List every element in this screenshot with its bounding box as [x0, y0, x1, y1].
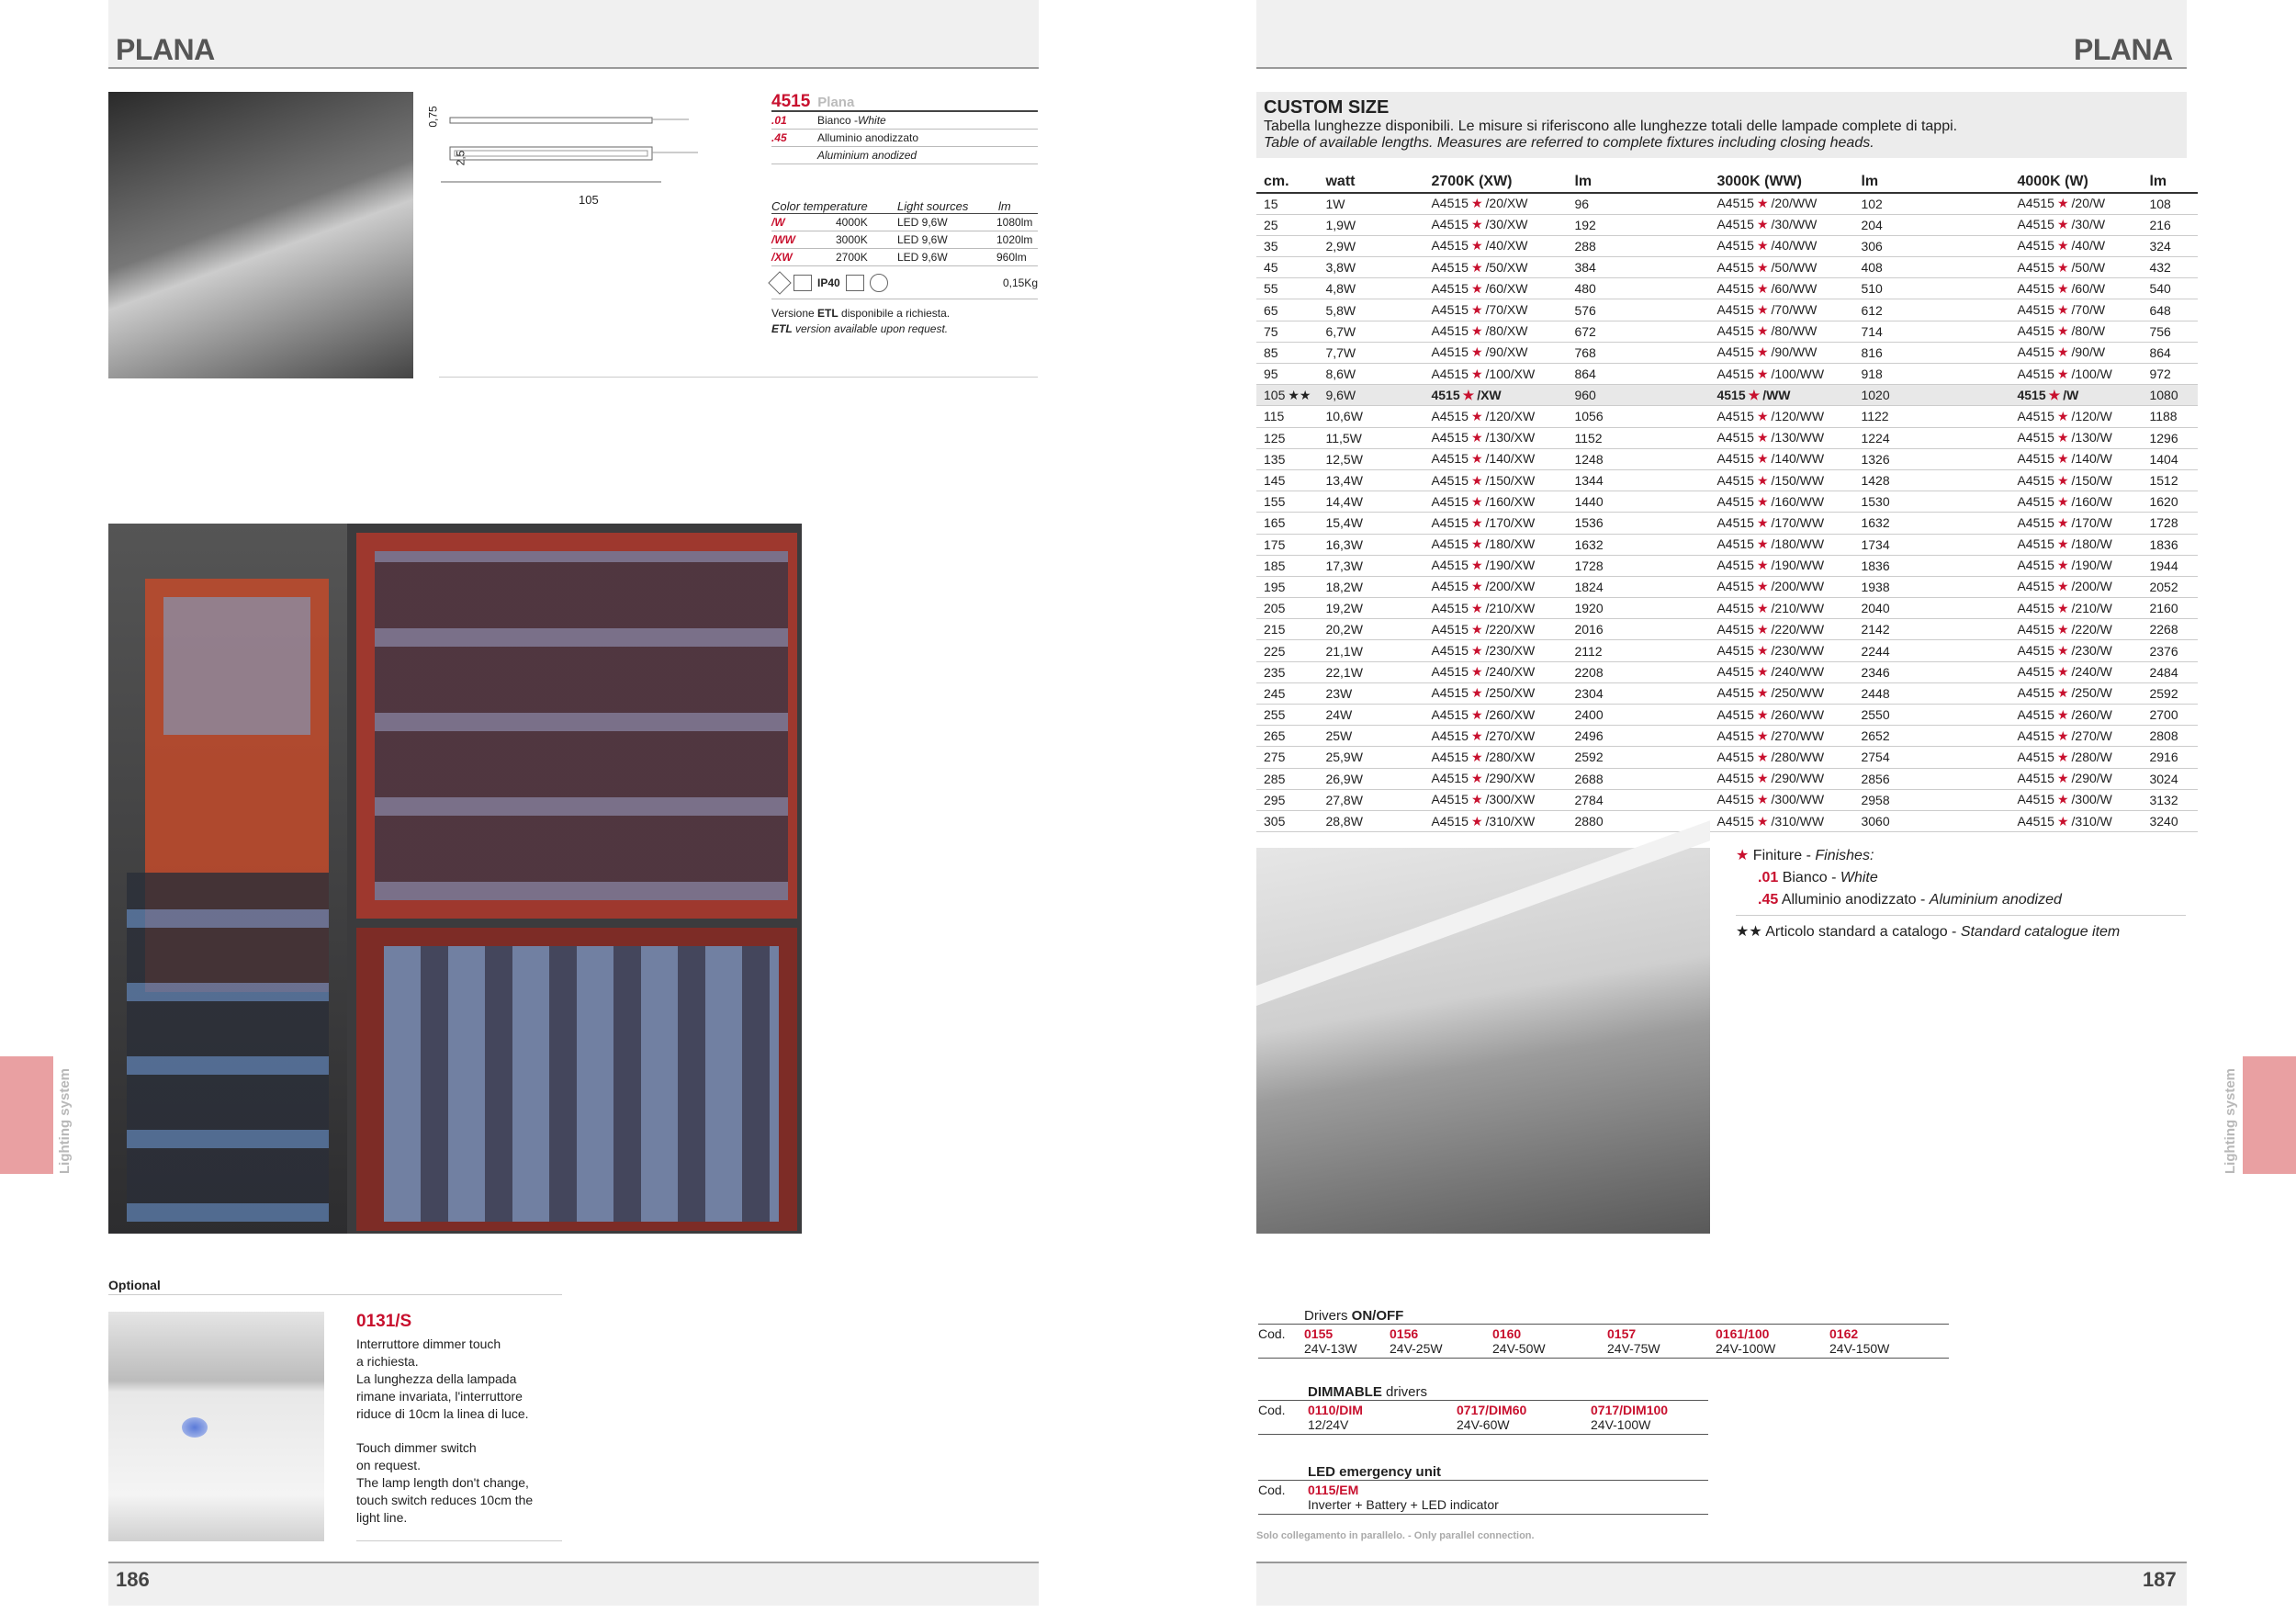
article-code: A4515 ★ /80/W: [2009, 321, 2142, 342]
article-code: A4515 ★ /240/W: [2009, 661, 2142, 682]
article-code: A4515 ★ /190/W: [2009, 555, 2142, 576]
left-brand-title: PLANA: [116, 33, 215, 66]
table-row: 35 2,9W A4515 ★ /40/XW 288 A4515 ★ /40/WW 306 A4515 ★ /40/W 324: [1256, 235, 2198, 256]
etl-note-en: ETL version available upon request.: [771, 322, 949, 335]
table-row: 85 7,7W A4515 ★ /90/XW 768 A4515 ★ /90/WW 816 A4515 ★ /90/W 864: [1256, 342, 2198, 363]
legend-finish-item: .45 Alluminio anodizzato - Aluminium anodized: [1736, 889, 2186, 916]
article-code: A4515 ★ /240/WW: [1709, 661, 1853, 682]
product-photo: [108, 92, 413, 378]
article-code: A4515 ★ /280/W: [2009, 747, 2142, 768]
etl-note-it: Versione ETL disponibile a richiesta.: [771, 307, 951, 320]
legend: [1736, 845, 2186, 943]
table-row: 295 27,8W A4515 ★ /300/XW 2784 A4515 ★ /300/WW 2958 A4515 ★ /300/W 3132: [1256, 789, 2198, 810]
table-row: 155 14,4W A4515 ★ /160/XW 1440 A4515 ★ /160/WW 1530 A4515 ★ /160/W 1620: [1256, 491, 2198, 513]
article-code: A4515 ★ /20/W: [2009, 193, 2142, 214]
optional-photo: [108, 1312, 324, 1541]
table-row: 25 1,9W A4515 ★ /30/XW 192 A4515 ★ /30/WW 204 A4515 ★ /30/W 216: [1256, 214, 2198, 235]
legend-standard: ★★ Articolo standard a catalogo - Standard catalogue item: [1736, 924, 2121, 940]
article-code: A4515 ★ /260/WW: [1709, 705, 1853, 726]
article-code: A4515 ★ /230/WW: [1709, 640, 1853, 661]
article-code: A4515 ★ /60/W: [2009, 278, 2142, 299]
article-code: A4515 ★ /300/WW: [1709, 789, 1853, 810]
article-code: A4515 ★ /200/XW: [1424, 576, 1567, 597]
article-code: A4515 ★ /210/WW: [1709, 598, 1853, 619]
table-row: 305 28,8W A4515 ★ /310/XW 2880 A4515 ★ /310/WW 3060 A4515 ★ /310/W 3240: [1256, 810, 2198, 831]
table-row: 65 5,8W A4515 ★ /70/XW 576 A4515 ★ /70/WW 612 A4515 ★ /70/W 648: [1256, 299, 2198, 321]
article-code: A4515 ★ /150/WW: [1709, 469, 1853, 491]
product-spec: [771, 92, 1038, 335]
article-code: A4515 ★ /130/WW: [1709, 427, 1853, 448]
article-code: A4515 ★ /230/XW: [1424, 640, 1567, 661]
article-code: A4515 ★ /50/W: [2009, 257, 2142, 278]
article-code: A4515 ★ /170/W: [2009, 513, 2142, 534]
store-photo: [108, 524, 802, 1234]
left-tab-label: Lighting system: [57, 1067, 73, 1174]
spec-row: /WW 3000K LED 9,6W 1020lm: [771, 231, 1038, 249]
article-code: A4515 ★ /130/XW: [1424, 427, 1567, 448]
article-code: A4515 ★ /290/W: [2009, 768, 2142, 789]
article-code: 4515 ★ /W: [2009, 385, 2142, 406]
table-row: 195 18,2W A4515 ★ /200/XW 1824 A4515 ★ /200/WW 1938 A4515 ★ /200/W 2052: [1256, 576, 2198, 597]
table-row: 205 19,2W A4515 ★ /210/XW 1920 A4515 ★ /210/WW 2040 A4515 ★ /210/W 2160: [1256, 598, 2198, 619]
emergency-unit: LED emergency unit Cod. 0115/EM Inverter + Battery + LED indicator: [1258, 1464, 1708, 1515]
article-code: A4515 ★ /290/WW: [1709, 768, 1853, 789]
article-code: A4515 ★ /250/WW: [1709, 682, 1853, 704]
table-row: 45 3,8W A4515 ★ /50/XW 384 A4515 ★ /50/WW 408 A4515 ★ /50/W 432: [1256, 257, 2198, 278]
table-row: 125 11,5W A4515 ★ /130/XW 1152 A4515 ★ /130/WW 1224 A4515 ★ /130/W 1296: [1256, 427, 2198, 448]
article-code: A4515 ★ /310/XW: [1424, 810, 1567, 831]
article-code: A4515 ★ /90/WW: [1709, 342, 1853, 363]
article-code: A4515 ★ /310/W: [2009, 810, 2142, 831]
table-row: 225 21,1W A4515 ★ /230/XW 2112 A4515 ★ /230/WW 2244 A4515 ★ /230/W 2376: [1256, 640, 2198, 661]
article-code: A4515 ★ /140/WW: [1709, 448, 1853, 469]
size-table-header: cm. watt 2700K (XW) lm 3000K (WW) lm 4000K (W) lm: [1256, 171, 2198, 193]
article-code: A4515 ★ /180/WW: [1709, 534, 1853, 555]
article-code: A4515 ★ /90/W: [2009, 342, 2142, 363]
table-row: 75 6,7W A4515 ★ /80/XW 672 A4515 ★ /80/WW 714 A4515 ★ /80/W 756: [1256, 321, 2198, 342]
article-code: A4515 ★ /80/XW: [1424, 321, 1567, 342]
finish-row: .01 Bianco - White: [771, 112, 1038, 130]
drivers-dimmable-title: DIMMABLE drivers: [1308, 1384, 1428, 1400]
article-code: A4515 ★ /180/W: [2009, 534, 2142, 555]
article-code: A4515 ★ /150/XW: [1424, 469, 1567, 491]
optional-text: Interruttore dimmer touch a richiesta. La lunghezza della lampada rimane invariata, l'interruttore riduce di 10cm la linea di luce. Touch dimmer switch on request. The lamp length don't change, touch switch reduces 10cm the light line.: [356, 1336, 534, 1525]
dim-length: 105: [579, 193, 599, 207]
table-row: 115 10,6W A4515 ★ /120/XW 1056 A4515 ★ /120/WW 1122 A4515 ★ /120/W 1188: [1256, 406, 2198, 427]
article-code: A4515 ★ /130/W: [2009, 427, 2142, 448]
article-code: A4515 ★ /70/W: [2009, 299, 2142, 321]
article-code: A4515 ★ /20/XW: [1424, 193, 1567, 214]
article-code: A4515 ★ /250/W: [2009, 682, 2142, 704]
article-code: A4515 ★ /40/XW: [1424, 235, 1567, 256]
article-code: A4515 ★ /270/XW: [1424, 726, 1567, 747]
table-row: 265 25W A4515 ★ /270/XW 2496 A4515 ★ /270/WW 2652 A4515 ★ /270/W 2808: [1256, 726, 2198, 747]
table-row: 255 24W A4515 ★ /260/XW 2400 A4515 ★ /260/WW 2550 A4515 ★ /260/W 2700: [1256, 705, 2198, 726]
article-code: A4515 ★ /80/WW: [1709, 321, 1853, 342]
table-row: 245 23W A4515 ★ /250/XW 2304 A4515 ★ /250/WW 2448 A4515 ★ /250/W 2592: [1256, 682, 2198, 704]
article-code: A4515 ★ /190/WW: [1709, 555, 1853, 576]
article-code: A4515 ★ /200/W: [2009, 576, 2142, 597]
fixture-photo: [1256, 848, 1710, 1234]
article-code: A4515 ★ /30/W: [2009, 214, 2142, 235]
article-code: A4515 ★ /140/W: [2009, 448, 2142, 469]
table-row: 15 1W A4515 ★ /20/XW 96 A4515 ★ /20/WW 102 A4515 ★ /20/W 108: [1256, 193, 2198, 214]
article-code: A4515 ★ /120/W: [2009, 406, 2142, 427]
article-code: A4515 ★ /300/W: [2009, 789, 2142, 810]
table-row: 145 13,4W A4515 ★ /150/XW 1344 A4515 ★ /150/WW 1428 A4515 ★ /150/W 1512: [1256, 469, 2198, 491]
table-row: 275 25,9W A4515 ★ /280/XW 2592 A4515 ★ /280/WW 2754 A4515 ★ /280/W 2916: [1256, 747, 2198, 768]
left-footer-bar: [108, 1562, 1039, 1606]
product-code: 4515: [771, 92, 811, 111]
optional-heading: Optional: [108, 1278, 562, 1295]
article-code: A4515 ★ /220/WW: [1709, 619, 1853, 640]
no-dimmer-icon: [846, 275, 864, 291]
article-code: A4515 ★ /20/WW: [1709, 193, 1853, 214]
article-code: A4515 ★ /310/WW: [1709, 810, 1853, 831]
right-brand-title: PLANA: [2074, 33, 2173, 66]
article-code: A4515 ★ /70/WW: [1709, 299, 1853, 321]
article-code: A4515 ★ /230/W: [2009, 640, 2142, 661]
article-code: 4515 ★ /XW: [1424, 385, 1567, 406]
table-row: 235 22,1W A4515 ★ /240/XW 2208 A4515 ★ /240/WW 2346 A4515 ★ /240/W 2484: [1256, 661, 2198, 682]
article-code: A4515 ★ /170/XW: [1424, 513, 1567, 534]
parallel-note: Solo collegamento in parallelo. - Only parallel connection.: [1256, 1530, 1535, 1541]
article-code: A4515 ★ /270/W: [2009, 726, 2142, 747]
custom-size-header: [1256, 92, 2187, 158]
table-row: 165 15,4W A4515 ★ /170/XW 1536 A4515 ★ /170/WW 1632 A4515 ★ /170/W 1728: [1256, 513, 2198, 534]
article-code: A4515 ★ /160/WW: [1709, 491, 1853, 513]
right-header-bar: [1256, 0, 2187, 69]
article-code: A4515 ★ /90/XW: [1424, 342, 1567, 363]
article-code: A4515 ★ /40/W: [2009, 235, 2142, 256]
certification-icons: [771, 266, 1038, 299]
right-footer-bar: [1256, 1562, 2187, 1606]
article-code: A4515 ★ /100/XW: [1424, 364, 1567, 385]
article-code: A4515 ★ /210/XW: [1424, 598, 1567, 619]
product-name: Plana: [817, 95, 855, 110]
article-code: A4515 ★ /260/XW: [1424, 705, 1567, 726]
right-section-tab: [2243, 1056, 2296, 1174]
finish-row-en: Aluminium anodized: [771, 147, 1038, 164]
size-table: [1256, 171, 2198, 832]
custom-size-desc-it: Tabella lunghezze disponibili. Le misure si riferiscono alle lunghezze totali delle lampade complete di tappi.: [1264, 118, 1958, 134]
legend-finishes: ★ Finiture - Finishes:: [1736, 848, 1874, 863]
left-section-tab: [0, 1056, 53, 1174]
drivers-onoff: Drivers ON/OFF Cod. 0155 24V-13W 0156 24V-25W 0160 24V-50W 0157 24V-75W 0161/100 24V-100W 0162 24V-150W: [1258, 1308, 1949, 1359]
article-code: A4515 ★ /240/XW: [1424, 661, 1567, 682]
custom-size-desc-en: Table of available lengths. Measures are referred to complete fixtures including closing heads.: [1264, 135, 1874, 151]
touch-switch-icon: [182, 1417, 208, 1438]
article-code: A4515 ★ /30/XW: [1424, 214, 1567, 235]
left-divider-line: [439, 377, 1038, 378]
article-code: A4515 ★ /210/W: [2009, 598, 2142, 619]
article-code: A4515 ★ /40/WW: [1709, 235, 1853, 256]
article-code: A4515 ★ /120/WW: [1709, 406, 1853, 427]
article-code: A4515 ★ /160/XW: [1424, 491, 1567, 513]
article-code: A4515 ★ /300/XW: [1424, 789, 1567, 810]
article-code: 4515 ★ /WW: [1709, 385, 1853, 406]
article-code: A4515 ★ /280/WW: [1709, 747, 1853, 768]
article-code: A4515 ★ /70/XW: [1424, 299, 1567, 321]
article-code: A4515 ★ /60/XW: [1424, 278, 1567, 299]
custom-size-title: CUSTOM SIZE: [1264, 97, 1390, 118]
article-code: A4515 ★ /290/XW: [1424, 768, 1567, 789]
emergency-title: LED emergency unit: [1308, 1464, 1442, 1480]
weight: 0,15Kg: [1002, 276, 1038, 289]
table-row: 185 17,3W A4515 ★ /190/XW 1728 A4515 ★ /190/WW 1836 A4515 ★ /190/W 1944: [1256, 555, 2198, 576]
article-code: A4515 ★ /30/WW: [1709, 214, 1853, 235]
spec-header: Color temperature Light sources lm: [771, 199, 1038, 214]
article-code: A4515 ★ /100/WW: [1709, 364, 1853, 385]
drivers-onoff-title: Drivers ON/OFF: [1304, 1308, 1404, 1324]
spec-row: /W 4000K LED 9,6W 1080lm: [771, 214, 1038, 231]
article-code: A4515 ★ /180/XW: [1424, 534, 1567, 555]
article-code: A4515 ★ /50/XW: [1424, 257, 1567, 278]
article-code: A4515 ★ /200/WW: [1709, 576, 1853, 597]
dim-height-bottom: 2,5: [454, 150, 467, 166]
table-row: 95 8,6W A4515 ★ /100/XW 864 A4515 ★ /100/WW 918 A4515 ★ /100/W 972: [1256, 364, 2198, 385]
table-row: 215 20,2W A4515 ★ /220/XW 2016 A4515 ★ /220/WW 2142 A4515 ★ /220/W 2268: [1256, 619, 2198, 640]
article-code: A4515 ★ /140/XW: [1424, 448, 1567, 469]
article-code: A4515 ★ /250/XW: [1424, 682, 1567, 704]
spec-row: /XW 2700K LED 9,6W 960lm: [771, 249, 1038, 266]
article-code: A4515 ★ /280/XW: [1424, 747, 1567, 768]
article-code: A4515 ★ /100/W: [2009, 364, 2142, 385]
article-code: A4515 ★ /220/W: [2009, 619, 2142, 640]
left-page-number: 186: [116, 1568, 150, 1591]
f-mark-icon: [793, 275, 812, 291]
optional-bottom-line: [356, 1540, 562, 1541]
finish-row: .45 Alluminio anodizzato: [771, 130, 1038, 147]
table-row: 105 ★★ 9,6W 4515 ★ /XW 960 4515 ★ /WW 1020 4515 ★ /W 1080: [1256, 385, 2198, 406]
article-code: A4515 ★ /120/XW: [1424, 406, 1567, 427]
optional-code: 0131/S: [356, 1312, 412, 1331]
class-icon: [768, 271, 791, 294]
article-code: A4515 ★ /220/XW: [1424, 619, 1567, 640]
table-row: 285 26,9W A4515 ★ /290/XW 2688 A4515 ★ /290/WW 2856 A4515 ★ /290/W 3024: [1256, 768, 2198, 789]
legend-finish-item: .01 Bianco - White: [1758, 870, 1878, 885]
left-header-bar: [108, 0, 1039, 69]
drivers-dimmable: DIMMABLE drivers Cod. 0110/DIM 12/24V 0717/DIM60 24V-60W 0717/DIM100 24V-100W: [1258, 1384, 1708, 1435]
article-code: A4515 ★ /50/WW: [1709, 257, 1853, 278]
article-code: A4515 ★ /170/WW: [1709, 513, 1853, 534]
article-code: A4515 ★ /60/WW: [1709, 278, 1853, 299]
right-tab-label: Lighting system: [2223, 1067, 2238, 1174]
table-row: 175 16,3W A4515 ★ /180/XW 1632 A4515 ★ /180/WW 1734 A4515 ★ /180/W 1836: [1256, 534, 2198, 555]
table-row: 55 4,8W A4515 ★ /60/XW 480 A4515 ★ /60/WW 510 A4515 ★ /60/W 540: [1256, 278, 2198, 299]
article-code: A4515 ★ /260/W: [2009, 705, 2142, 726]
article-code: A4515 ★ /150/W: [2009, 469, 2142, 491]
dim-height-top: 0,75: [426, 106, 440, 128]
article-code: A4515 ★ /270/WW: [1709, 726, 1853, 747]
right-page-number: 187: [2143, 1568, 2177, 1591]
ip-rating: IP40: [817, 276, 840, 289]
article-code: A4515 ★ /190/XW: [1424, 555, 1567, 576]
table-row: 135 12,5W A4515 ★ /140/XW 1248 A4515 ★ /140/WW 1326 A4515 ★ /140/W 1404: [1256, 448, 2198, 469]
article-code: A4515 ★ /160/W: [2009, 491, 2142, 513]
cri-icon: [870, 274, 888, 292]
